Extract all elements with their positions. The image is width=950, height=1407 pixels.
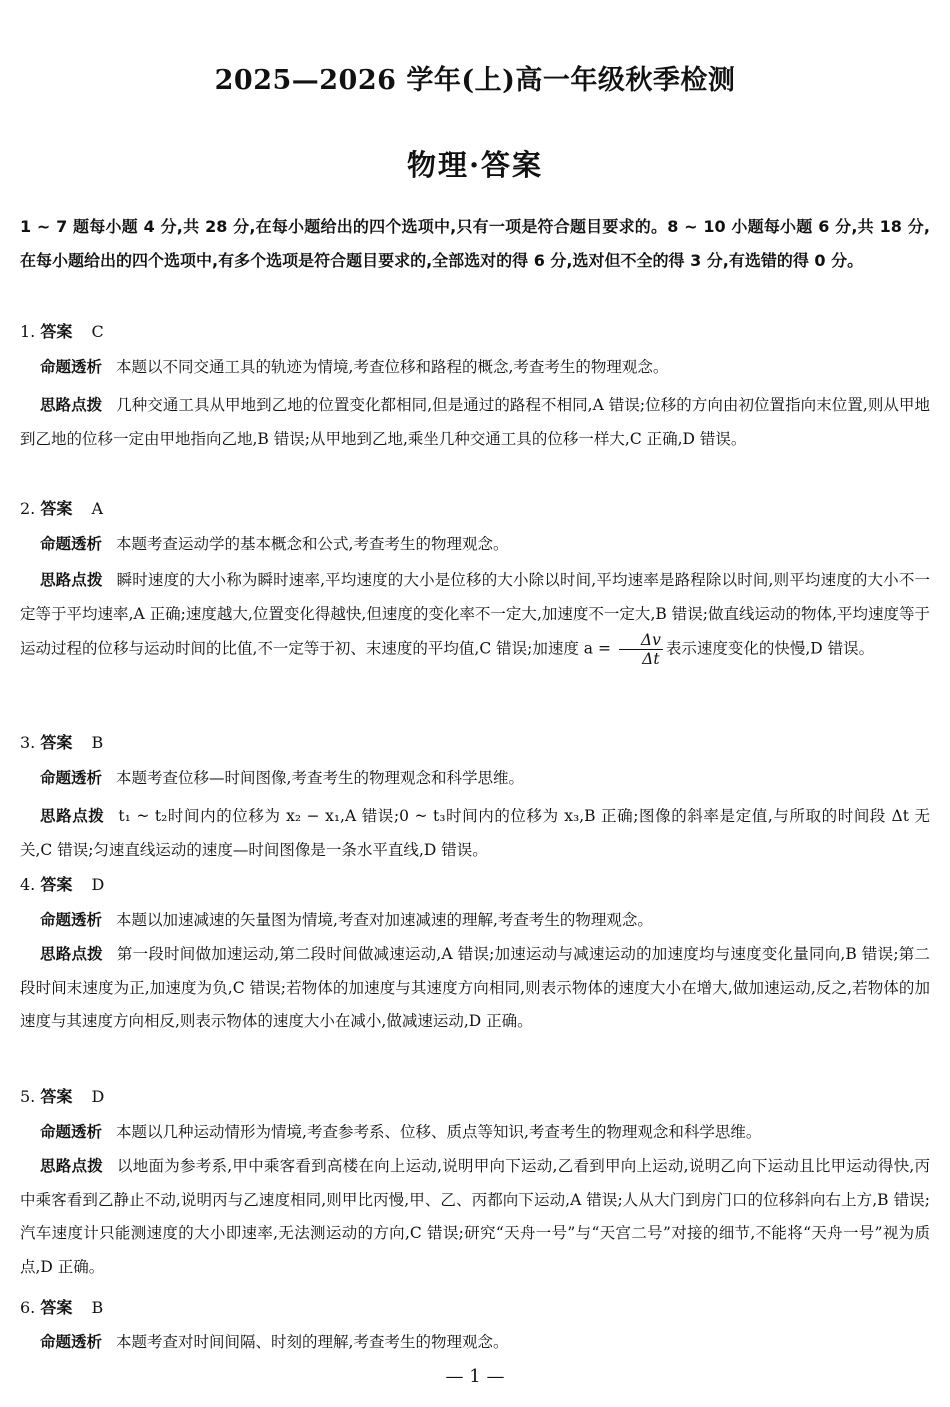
answer-label: 答案 [40,322,73,341]
question-number: 1. [20,322,36,341]
answer-label: 答案 [40,1298,73,1317]
question-5-answer [20,1085,930,1109]
hint-text: 几种交通工具从甲地到乙地的位置变化都相同,但是通过的路程不相同,A 错误;位移的方向由初位置指向末位置,则从甲地到乙地的位移一定由甲地指向乙地,B 错误;从甲地到乙地,乘坐几种交通工具的位移一样大,C 正确,D 错误。 [20,396,930,448]
analysis-text: 本题考查位移—时间图像,考查考生的物理观念和科学思维。 [116,769,524,787]
analysis-text: 本题考查对时间间隔、时刻的理解,考查考生的物理观念。 [116,1333,509,1351]
hint-label: 思路点拨 [40,396,103,414]
analysis-label: 命题透析 [40,1123,103,1141]
subject-title: 物理·答案 [406,148,544,182]
hint-label: 思路点拨 [40,571,103,589]
answer-value: A [91,499,104,518]
fraction-numerator: Δv [619,631,663,650]
answer-label: 答案 [40,499,73,518]
question-3-answer [20,731,930,755]
hint-text-end: 表示速度变化的快慢,D 错误。 [665,639,875,658]
hint-label: 思路点拨 [40,945,103,963]
question-3-hint [20,800,930,867]
question-4-answer [20,873,930,897]
answer-value: D [91,875,105,894]
question-5-analysis [20,1116,930,1150]
question-1-analysis [20,351,930,385]
question-6-answer [20,1296,930,1320]
question-number: 6. [20,1298,36,1317]
question-number: 3. [20,733,36,752]
answer-value: B [91,733,104,752]
page-number: — 1 — [445,1366,505,1387]
question-6-analysis [20,1326,930,1360]
analysis-label: 命题透析 [40,911,103,929]
question-3-analysis [20,762,930,796]
answer-value: D [91,1087,105,1106]
answer-value: C [91,322,104,341]
answer-label: 答案 [40,1087,73,1106]
question-2-hint [20,564,930,668]
question-2-answer [20,497,930,521]
hint-text: 以地面为参考系,甲中乘客看到高楼在向上运动,说明甲向下运动,乙看到甲向上运动,说明乙向下运动且比甲运动得快,丙中乘客看到乙静止不动,说明丙与乙速度相同,则甲比丙慢,甲、乙、丙都向下运动,A 错误;人从大门到房门口的位移斜向右上方,B 错误;汽车速度计只能测速度的大小即速率,无法测运动的方向,C 错误;研究“天舟一号”与“天宫二号”对接的细节,不能将“天舟一号”视为质点,D 正确。 [20,1157,930,1276]
analysis-label: 命题透析 [40,1333,103,1351]
hint-text: t₁ ~ t₂时间内的位移为 x₂ − x₁,A 错误;0 ~ t₃时间内的位移为 x₃,B 正确;图像的斜率是定值,与所取的时间段 Δt 无关,C 错误;匀速直线运动的速度—时间图像是一条水平直线,D 错误。 [20,807,930,859]
answer-value: B [91,1298,104,1317]
analysis-text: 本题考查运动学的基本概念和公式,考查考生的物理观念。 [116,535,509,553]
exam-title: 2025—2026 学年(上)高一年级秋季检测 [214,65,736,96]
analysis-text: 本题以加速减速的矢量图为情境,考查对加速减速的理解,考查考生的物理观念。 [116,911,653,929]
answer-label: 答案 [40,875,73,894]
scoring-instructions: 1 ~ 7 题每小题 4 分,共 28 分,在每小题给出的四个选项中,只有一项是符合题目要求的。8 ~ 10 小题每小题 6 分,共 18 分,在每小题给出的四个选项中,有多个选项是符合题目要求的,全部选对的得 6 分,选对但不全的得 3 分,有选错的得 0 分。 [20,217,930,270]
analysis-label: 命题透析 [40,358,103,376]
acceleration-fraction [619,631,663,668]
fraction-denominator: Δt [642,650,660,668]
hint-text: 第一段时间做加速运动,第二段时间做减速运动,A 错误;加速运动与减速运动的加速度均与速度变化量同向,B 错误;第二段时间末速度为正,加速度为负,C 错误;若物体的加速度与其速度方向相同,则表示物体的速度大小在增大,做加速运动,反之,若物体的加速度与其速度方向相反,则表示物体的速度大小在减小,做减速运动,D 正确。 [20,945,930,1030]
question-1-hint [20,389,930,456]
hint-label: 思路点拨 [40,1157,103,1175]
question-4-analysis [20,904,930,938]
question-5-hint [20,1150,930,1284]
answer-label: 答案 [40,733,73,752]
question-2-analysis [20,528,930,562]
analysis-text: 本题以不同交通工具的轨迹为情境,考查位移和路程的概念,考查考生的物理观念。 [116,358,669,376]
question-number: 2. [20,499,36,518]
hint-label: 思路点拨 [40,807,105,825]
analysis-text: 本题以几种运动情形为情境,考查参考系、位移、质点等知识,考查考生的物理观念和科学思维。 [116,1123,762,1141]
hint-text: 瞬时速度的大小称为瞬时速率,平均速度的大小是位移的大小除以时间,平均速率是路程除以时间,则平均速度的大小不一定等于平均速率,A 正确;速度越大,位置变化得越快,但速度的变化率不一定大,加速度不一定大,B 错误;做直线运动的物体,平均速度等于运动过程的位移与运动时间的比值,不一定等于初、末速度的平均值,C 错误;加速度 a = [20,571,930,658]
question-number: 4. [20,875,36,894]
question-4-hint [20,938,930,1039]
analysis-label: 命题透析 [40,769,103,787]
analysis-label: 命题透析 [40,535,103,553]
question-number: 5. [20,1087,36,1106]
question-1-answer [20,320,930,344]
